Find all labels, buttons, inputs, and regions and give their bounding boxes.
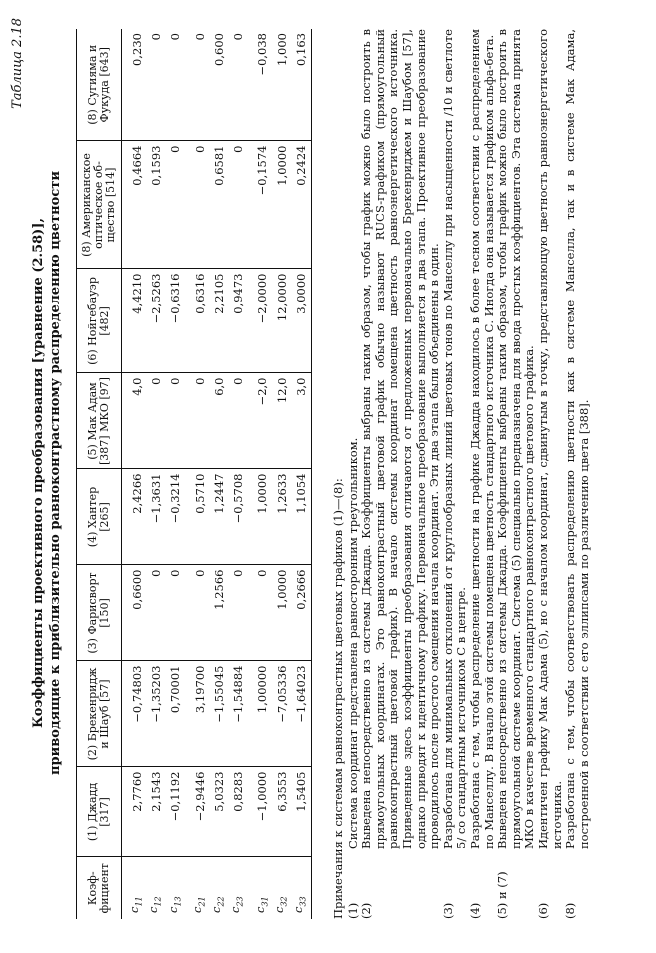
- value-cell: 0: [185, 29, 209, 141]
- value-cell: 0,600: [209, 29, 228, 141]
- note-label: (5) и (7): [495, 871, 510, 919]
- value-cell: −0,1192: [166, 767, 185, 857]
- value-cell: 0: [166, 565, 185, 661]
- note-label: (1): [345, 902, 360, 919]
- value-cell: 4,4210: [122, 269, 147, 373]
- note-label: (8): [563, 902, 578, 919]
- note-text: Выведена непосредственно из системы Джадда. Коэффициенты выбраны таким образом, чтобы график можно было построить в прямоугольных координатах. Это равноконтрастный цветовой график обычно называют RUCS-графиком (прямоугольный равноконтрастный цветовой график). В начало системы координат помещена цветность равноэнергетического источника. Приведенные здесь коэффициенты преобразования отличаются от предложенных первоначально Брекенриджем и Шаубом [57], однако приводят к идентичному графику. Первоначальное преобразование выполняется в два этапа. Проективное преобразование проводилось после простого смещения начала координат. Эти два этапа были объединены в один.: [359, 29, 442, 849]
- value-cell: −1,3631: [146, 469, 165, 565]
- note-item: [469, 29, 496, 919]
- value-cell: 1,5405: [291, 767, 311, 857]
- coef-cell: $c_{31}$: [252, 896, 270, 913]
- header-col-4: (4) Хантер [265]: [77, 469, 122, 565]
- value-cell: 1,2566: [209, 565, 228, 661]
- value-cell: 0: [166, 141, 185, 269]
- note-text: Выведена непосредственно из системы Джадда. Коэффициенты выбраны таким образом, чтобы график можно было построить в прямоугольной системе координат. Система (5) специально предназначена для ввода простых коэффициентов. Эта система принята МКО в качестве временного стандартного равноконтрастного цветового графика.: [495, 29, 537, 849]
- value-cell: 2,2105: [209, 269, 228, 373]
- note-item: [347, 29, 361, 919]
- value-cell: 0,9473: [228, 269, 247, 373]
- notes-list: [347, 29, 592, 919]
- value-cell: 0: [248, 565, 272, 661]
- value-cell: 0: [185, 565, 209, 661]
- value-cell: −0,5708: [228, 469, 247, 565]
- value-cell: 0: [228, 373, 247, 469]
- note-label: (4): [467, 902, 482, 919]
- table-row: [122, 29, 147, 919]
- title-line-2: приводящие к приблизительно равноконтрастному распределению цветности: [48, 171, 63, 775]
- value-cell: 0: [146, 29, 165, 141]
- value-cell: −1,55045: [209, 661, 228, 767]
- note-item: [360, 29, 442, 919]
- header-col-2: (2) Брекенридж и Шауб [57]: [77, 661, 122, 767]
- value-cell: 2,7760: [122, 767, 147, 857]
- value-cell: 0: [185, 141, 209, 269]
- value-cell: 3,0000: [291, 269, 311, 373]
- value-cell: 2,4266: [122, 469, 147, 565]
- value-cell: 6,3553: [272, 767, 291, 857]
- value-cell: 1,2633: [272, 469, 291, 565]
- coef-cell: $c_{32}$: [272, 896, 289, 913]
- table-row: [272, 29, 291, 919]
- table-row: [291, 29, 311, 919]
- value-cell: 0,4664: [122, 141, 147, 269]
- header-coef: Коэф-фициент: [77, 857, 122, 919]
- value-cell: 6,0: [209, 373, 228, 469]
- notes-intro: Примечания к системам равноконтрастных цветовых графиков (1)—(8):: [331, 478, 345, 919]
- value-cell: 3,0: [291, 373, 311, 469]
- note-item: [496, 29, 537, 919]
- value-cell: 0,230: [122, 29, 147, 141]
- note-text: Идентичен графику Мак Адама (5), но с началом координат, сдвинутым в точку, представляющую цветность равноэнергетического источника.: [535, 29, 564, 849]
- note-item: [537, 29, 564, 919]
- value-cell: −2,0: [248, 373, 272, 469]
- note-item: [564, 29, 591, 919]
- value-cell: −1,35203: [146, 661, 165, 767]
- value-cell: 0: [228, 565, 247, 661]
- note-label: (6): [535, 902, 550, 919]
- header-col-6: (6) Нойгебауэр [482]: [77, 269, 122, 373]
- value-cell: 0: [166, 373, 185, 469]
- value-cell: 0,6600: [122, 565, 147, 661]
- value-cell: 1,00000: [248, 661, 272, 767]
- value-cell: 0,5710: [185, 469, 209, 565]
- value-cell: 1,000: [272, 29, 291, 141]
- header-col-7: (8) Американское оптическое об-щество [514]: [77, 141, 122, 269]
- value-cell: 0: [228, 141, 247, 269]
- header-col-8: (8) Сугияма и Фукуда [643]: [77, 29, 122, 141]
- note-item: [442, 29, 469, 919]
- value-cell: 0: [185, 373, 209, 469]
- value-cell: 2,1543: [146, 767, 165, 857]
- coef-cell: $c_{33}$: [291, 857, 311, 919]
- value-cell: −0,3214: [166, 469, 185, 565]
- value-cell: −2,0000: [248, 269, 272, 373]
- table-row: [209, 29, 228, 919]
- value-cell: −2,9446: [185, 767, 209, 857]
- value-cell: 1,1054: [291, 469, 311, 565]
- value-cell: 0: [146, 373, 165, 469]
- value-cell: 12,0: [272, 373, 291, 469]
- table-row: [166, 29, 185, 919]
- value-cell: 0,163: [291, 29, 311, 141]
- coef-cell: $c_{12}$: [146, 896, 163, 913]
- note-label: (3): [440, 902, 455, 919]
- value-cell: −7,05336: [272, 661, 291, 767]
- header-row: [77, 29, 122, 919]
- value-cell: 4,0: [122, 373, 147, 469]
- table-row: [146, 29, 165, 919]
- value-cell: −0,038: [248, 29, 272, 141]
- value-cell: 0,6581: [209, 141, 228, 269]
- table-row: [185, 29, 209, 919]
- value-cell: 0,70001: [166, 661, 185, 767]
- coef-cell: $c_{22}$: [209, 896, 226, 913]
- value-cell: 1,0000: [272, 565, 291, 661]
- value-cell: 0,1593: [146, 141, 165, 269]
- header-col-3: (3) Фарисворт [150]: [77, 565, 122, 661]
- coef-cell: $c_{23}$: [228, 896, 245, 913]
- value-cell: −0,1574: [248, 141, 272, 269]
- table-label: Таблица 2.18: [10, 18, 25, 109]
- value-cell: 12,0000: [272, 269, 291, 373]
- value-cell: 5,0323: [209, 767, 228, 857]
- notes-section: [332, 29, 591, 919]
- coef-cell: $c_{11}$: [127, 896, 144, 913]
- value-cell: 1,0000: [272, 141, 291, 269]
- value-cell: 0,6316: [185, 269, 209, 373]
- coef-cell: $c_{21}$: [189, 896, 207, 913]
- value-cell: 0: [146, 565, 165, 661]
- coef-cell: $c_{13}$: [165, 896, 182, 913]
- note-label: (2): [359, 902, 374, 919]
- value-cell: −1,54884: [228, 661, 247, 767]
- value-cell: −2,5263: [146, 269, 165, 373]
- value-cell: 0,8283: [228, 767, 247, 857]
- coefficients-table: [76, 29, 312, 919]
- table-title: [30, 33, 64, 913]
- note-text: Разработана с тем, чтобы соответствовать распределению цветности как в системе Манселла, так и в системе Мак Адама, построенной в соответствии с его эллипсами по различению цвета [388].: [563, 29, 591, 849]
- value-cell: 0,2666: [291, 565, 311, 661]
- header-col-5: (5) Мак Адам [387] МКО [97]: [77, 373, 122, 469]
- value-cell: 1,0000: [248, 469, 272, 565]
- value-cell: 3,19700: [185, 661, 209, 767]
- value-cell: −0,74803: [122, 661, 147, 767]
- value-cell: −1,64023: [291, 661, 311, 767]
- value-cell: 0: [228, 29, 247, 141]
- header-col-1: (1) Джадд [317]: [77, 767, 122, 857]
- value-cell: 0: [166, 29, 185, 141]
- table-body: [122, 29, 312, 919]
- table-row: [248, 29, 272, 919]
- value-cell: 1,2447: [209, 469, 228, 565]
- value-cell: −1,0000: [248, 767, 272, 857]
- title-line-1: Коэффициенты проективного преобразования [уравнение (2.58)],: [31, 218, 46, 729]
- table-row: [228, 29, 247, 919]
- value-cell: −0,6316: [166, 269, 185, 373]
- note-text: Разработана с тем, чтобы распределение цветности на графике Джадда находилось в более тесном соответствии с распределением по Манселлу. В начало этой системы помещена цветность стандартного источника С. Иногда она называется графиком альфа-бета.: [467, 29, 496, 849]
- note-text: Система координат представлена равносторонним треугольником.: [345, 437, 360, 849]
- value-cell: 0,2424: [291, 141, 311, 269]
- note-text: Разработана для минимальных отклонений от круглообразных линий цветовых тонов по Манселлу при насыщенности /10 и светлоте 5/ со стандартным источником С в центре.: [440, 29, 469, 849]
